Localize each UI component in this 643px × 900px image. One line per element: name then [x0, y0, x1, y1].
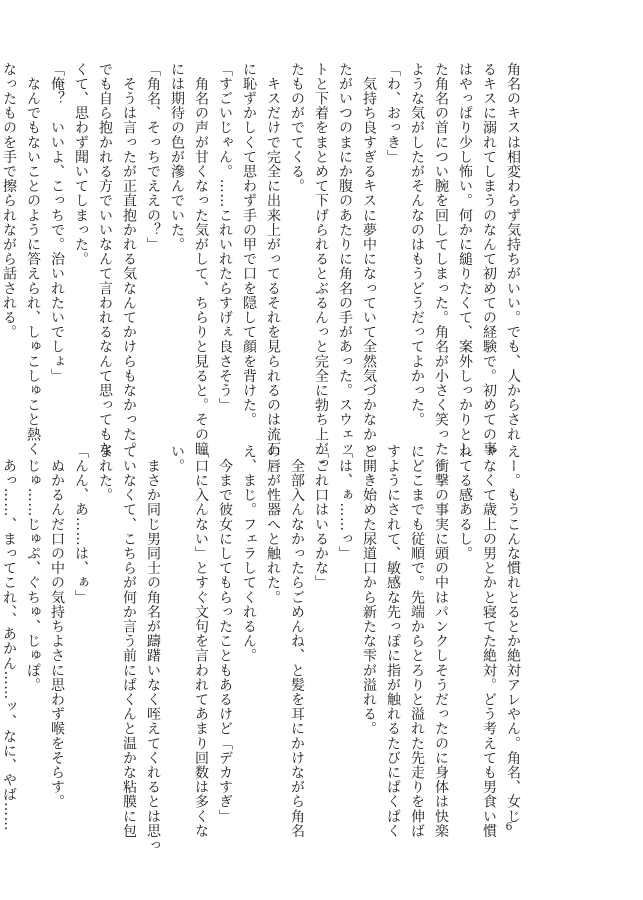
text-line: ような気がしたがそんなのはもうどうだってよかった。 — [409, 62, 425, 427]
text-line: 「角名、そっちでええの？」 — [145, 62, 161, 252]
text-line: ぬかるんだ口の中の気持ちよさに思わず喉をそらす。 — [49, 444, 65, 809]
text-line: すようにされて、敏感な先っぽに指が触れるたびにぱくぱく — [385, 444, 401, 839]
text-line: まさか同じ男同士の角名が躊躇いなく咥えてくれるとは思っ — [145, 444, 161, 853]
text-line: 「わ、おっき」 — [385, 62, 401, 165]
text-line: くて、思わず聞いてしまった。 — [73, 62, 89, 267]
text-line: えー。もうこんな慣れとるとか絶対アレやん。角名、女じ — [505, 444, 521, 824]
text-line: には期待の色が滲んでいた。 — [169, 62, 185, 252]
text-block-lower — [1, 444, 525, 853]
text-line: 「は、ぁ……っ」 — [337, 444, 353, 561]
text-line: に恥ずかしくて思わず手の甲で口を隠して顔を背けた。 — [241, 62, 257, 427]
text-line: なんでもないことのように答えられ、しゅこしゅこと熱く — [25, 62, 41, 457]
text-line: はやっぱり少し怖い。何かに縋りたくて、案外しっかりとし — [457, 62, 473, 457]
text-line: い。 — [169, 444, 185, 474]
text-line: なったものを手で擦られながら話される。 — [1, 62, 17, 340]
text-line: でも自ら抱かれる方でいいなんて言われるなんて思ってもな — [97, 62, 113, 457]
text-line: 「俺？ いいよ、こっちで。治いれたいでしょ」 — [49, 62, 65, 384]
text-line: の唇が性器へと触れた。 — [265, 444, 281, 605]
text-line: たものがでてくる。 — [289, 62, 305, 194]
text-line: あっ……、まってこれ、、あかん……ッ、なに、やば…… — [1, 444, 17, 832]
text-line: 角名の声が甘くなった気がして、ちらりと見ると。その瞳 — [193, 62, 209, 457]
page-number: 6 — [505, 820, 513, 833]
text-line: にどこまでも従順で。先端からとろりと溢れた先走りを伸ば — [409, 444, 425, 839]
text-line: 気持ち良すぎるキスに夢中になっていて全然気づかなかっ — [361, 62, 377, 457]
text-block-upper — [1, 62, 525, 471]
text-line: と開き始めた尿道口から新たな雫が溢れる。 — [361, 444, 377, 736]
text-line: そうは言ったが正直抱かれる気なんてかけらもなかった。 — [121, 62, 137, 457]
text-line: 「これ口はいるかな」 — [313, 444, 329, 590]
text-line: え、まじ。フェラしてくれるん。 — [241, 444, 257, 663]
text-line: 「口に入んない」とすぐ文句を言われてあまり回数は多くな — [193, 444, 209, 839]
text-line: 角名のキスは相変わらず気持ちがいい。でも、人からされ — [505, 62, 521, 442]
text-line: トと下着をまとめて下げられるとぶるんっと完全に勃ち上がっ — [313, 62, 329, 471]
text-line: キスだけで完全に出来上がってるそれを見られるのは流石 — [265, 62, 281, 457]
text-line: ていなくて、こちらが何か言う前にぱくんと温かな粘膜に包 — [121, 444, 137, 839]
text-line: 衝撃の事実に頭の中はパンクしそうだったのに身体は快楽 — [433, 444, 449, 839]
text-line: 「すごいじゃん。……これいれたらすげぇ良さそう」 — [217, 62, 233, 413]
text-line: るキスに溺れてしまうのなんて初めての経験で。初めての事 — [481, 62, 497, 457]
text-line: 今まで彼女にしてもらったこともあるけど「デカすぎ」 — [217, 444, 233, 824]
text-line: た角名の首につい腕を回してしまった。角名が小さく笑った — [433, 62, 449, 457]
text-line: ゃなくて歳上の男とかと寝てた絶対。どう考えても男食い慣 — [481, 444, 497, 839]
text-line: まれた。 — [97, 444, 113, 503]
text-line: たがいつのまにか腹のあたりに角名の手があった。スウェッ — [337, 62, 353, 457]
text-line: 全部入んなかったらごめんね、と髪を耳にかけながら角名 — [289, 444, 305, 839]
text-line: れてる感あるし。 — [457, 444, 473, 561]
text-line: 「んん、あ……は、ぁ」 — [73, 444, 89, 605]
text-line: じゅ……じゅぷ、ぐちゅ、じゅぽ。 — [25, 444, 41, 693]
